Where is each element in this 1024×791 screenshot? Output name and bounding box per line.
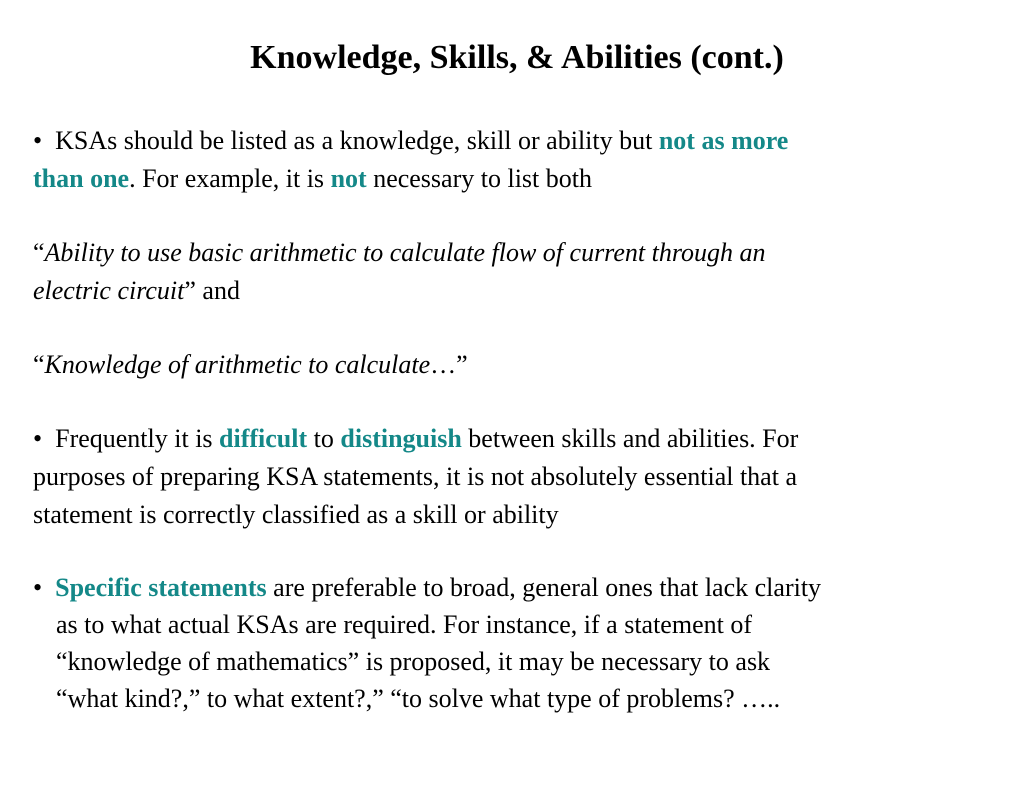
bullet-3-text-1: are preferable to broad, general ones that lack clarity	[266, 573, 822, 602]
bullet-3-line-1	[33, 571, 821, 605]
bullet-3-line-3: “knowledge of mathematics” is proposed, it may be necessary to ask	[56, 647, 771, 676]
quote-1-close: ” and	[184, 276, 240, 305]
bullet-2-text-1: Frequently it is	[55, 424, 220, 453]
bullet-1-text-2: . For example, it is	[129, 164, 331, 193]
bullet-2-highlight-distinguish: distinguish	[340, 424, 462, 453]
bullet-1-highlight-cont: than one	[33, 164, 130, 193]
bullet-2-line-2: purposes of preparing KSA statements, it is not absolutely essential that a	[33, 462, 797, 491]
quote-2-close: …”	[430, 350, 468, 379]
quote-1-italic-1: Ability to use basic arithmetic to calculate flow of current through an	[44, 238, 766, 267]
bullet-2-highlight-difficult: difficult	[219, 424, 308, 453]
quote-1-open: “	[33, 238, 45, 267]
quote-1-line-2	[33, 274, 240, 308]
bullet-3-line-4: “what kind?,” to what extent?,” “to solve what type of problems? …..	[56, 684, 781, 713]
bullet-1-line-1	[33, 124, 788, 158]
bullet-1-text-3: necessary to list both	[366, 164, 592, 193]
bullet-2-marker: •	[33, 424, 43, 453]
bullet-2-text-3: between skills and abilities. For	[461, 424, 799, 453]
bullet-1-highlight-not: not	[330, 164, 367, 193]
quote-1-italic-2: electric circuit	[33, 276, 185, 305]
bullet-2-text-2: to	[307, 424, 341, 453]
quote-2-line	[33, 348, 468, 382]
quote-1-line-1	[33, 236, 765, 270]
bullet-1-line-2	[33, 162, 592, 196]
bullet-2-line-1	[33, 422, 798, 456]
bullet-3-line-2: as to what actual KSAs are required. For instance, if a statement of	[56, 610, 752, 639]
quote-2-open: “	[33, 350, 45, 379]
bullet-3-marker: •	[33, 573, 43, 602]
bullet-2-line-3: statement is correctly classified as a skill or ability	[33, 500, 559, 529]
bullet-1-marker: •	[33, 126, 43, 155]
slide-title: Knowledge, Skills, & Abilities (cont.)	[250, 39, 784, 76]
bullet-1-highlight: not as more	[658, 126, 789, 155]
bullet-3-highlight: Specific statements	[55, 573, 267, 602]
bullet-1-text: KSAs should be listed as a knowledge, skill or ability but	[55, 126, 659, 155]
quote-2-italic: Knowledge of arithmetic to calculate	[44, 350, 431, 379]
